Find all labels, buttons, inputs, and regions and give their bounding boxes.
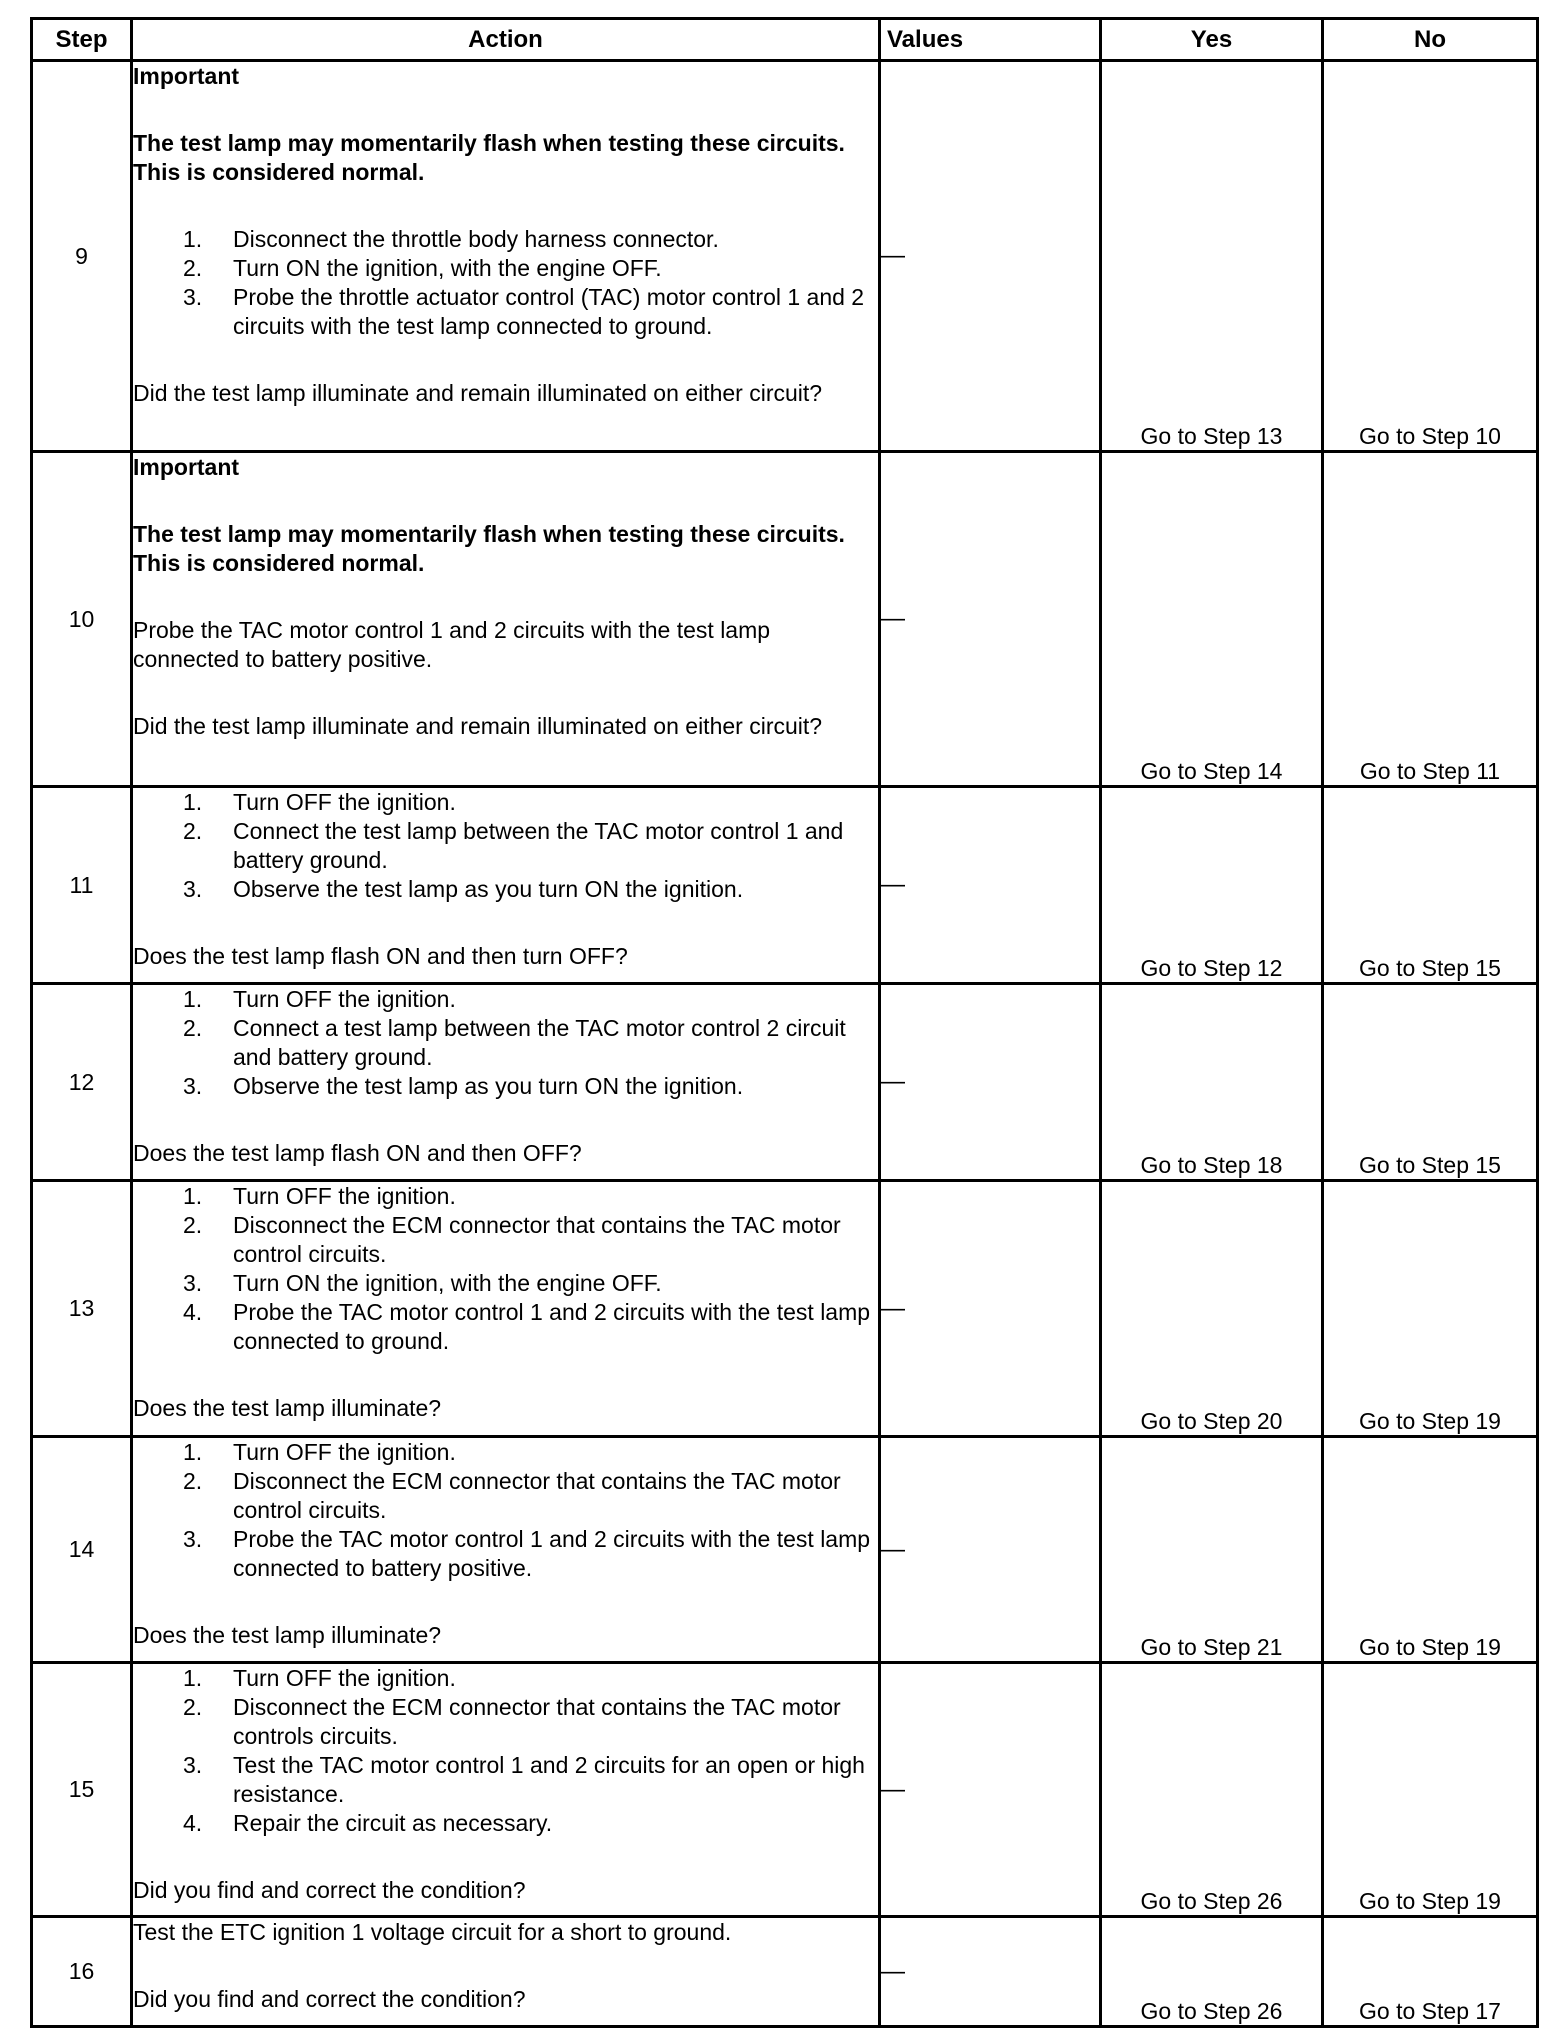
- no-cell: Go to Step 10: [1323, 61, 1538, 452]
- table-row: [32, 1663, 1538, 1917]
- no-cell: Go to Step 19: [1323, 1663, 1538, 1917]
- values-cell: —: [880, 984, 1101, 1181]
- important-label: Important: [133, 63, 240, 89]
- list-item: 1. Turn OFF the ignition.: [183, 986, 456, 1012]
- yes-cell: Go to Step 12: [1101, 787, 1323, 984]
- table-row: [32, 787, 1538, 984]
- action-question: Does the test lamp illuminate?: [133, 1395, 442, 1421]
- action-steps: [133, 985, 878, 1101]
- action-question: Does the test lamp flash ON and then turn OFF?: [133, 943, 628, 969]
- list-item: 3. Turn ON the ignition, with the engine OFF.: [183, 1270, 662, 1296]
- no-cell: Go to Step 17: [1323, 1917, 1538, 2027]
- important-label: Important: [133, 454, 240, 480]
- action-steps: [133, 1664, 878, 1838]
- list-item: 3. Probe the TAC motor control 1 and 2 circuits with the test lamp connected to battery positive.: [183, 1526, 871, 1581]
- step-number: 16: [32, 1917, 132, 2027]
- action-cell: [132, 61, 880, 452]
- values-cell: —: [880, 787, 1101, 984]
- action-cell: [132, 787, 880, 984]
- action-cell: [132, 1437, 880, 1663]
- yes-cell: Go to Step 18: [1101, 984, 1323, 1181]
- header-row: [32, 19, 1538, 61]
- step-number: 13: [32, 1181, 132, 1437]
- action-text: Probe the TAC motor control 1 and 2 circuits with the test lamp connected to battery positive.: [133, 617, 771, 672]
- action-steps: [133, 225, 878, 341]
- header-values: Values: [880, 19, 1101, 61]
- table-row: [32, 1917, 1538, 2027]
- action-question: Did you find and correct the condition?: [133, 1986, 526, 2012]
- values-cell: —: [880, 1663, 1101, 1917]
- action-cell: [132, 1663, 880, 1917]
- yes-cell: Go to Step 13: [1101, 61, 1323, 452]
- step-number: 10: [32, 452, 132, 787]
- no-cell: Go to Step 19: [1323, 1437, 1538, 1663]
- yes-cell: Go to Step 26: [1101, 1917, 1323, 2027]
- list-item: 2. Disconnect the ECM connector that contains the TAC motor control circuits.: [183, 1212, 841, 1267]
- action-question: Did the test lamp illuminate and remain illuminated on either circuit?: [133, 380, 823, 406]
- list-item: 3. Test the TAC motor control 1 and 2 circuits for an open or high resistance.: [183, 1752, 865, 1807]
- values-cell: —: [880, 452, 1101, 787]
- list-item: 2. Disconnect the ECM connector that contains the TAC motor control circuits.: [183, 1468, 841, 1523]
- values-cell: —: [880, 61, 1101, 452]
- action-steps: [133, 1182, 878, 1356]
- list-item: 4. Repair the circuit as necessary.: [183, 1810, 553, 1836]
- diagnostic-table: [30, 17, 1539, 2028]
- yes-cell: Go to Step 20: [1101, 1181, 1323, 1437]
- step-number: 11: [32, 787, 132, 984]
- no-cell: Go to Step 19: [1323, 1181, 1538, 1437]
- yes-cell: Go to Step 14: [1101, 452, 1323, 787]
- list-item: 1. Turn OFF the ignition.: [183, 789, 456, 815]
- important-note: The test lamp may momentarily flash when testing these circuits. This is considered normal.: [133, 130, 845, 185]
- table-row: [32, 61, 1538, 452]
- no-cell: Go to Step 15: [1323, 787, 1538, 984]
- step-number: 14: [32, 1437, 132, 1663]
- header-yes: Yes: [1101, 19, 1323, 61]
- table-row: [32, 452, 1538, 787]
- list-item: 2. Connect a test lamp between the TAC motor control 2 circuit and battery ground.: [183, 1015, 846, 1070]
- table-row: [32, 1181, 1538, 1437]
- list-item: 2. Disconnect the ECM connector that contains the TAC motor controls circuits.: [183, 1694, 841, 1749]
- list-item: 1. Turn OFF the ignition.: [183, 1665, 456, 1691]
- important-note: The test lamp may momentarily flash when testing these circuits. This is considered normal.: [133, 521, 845, 576]
- header-no: No: [1323, 19, 1538, 61]
- list-item: 1. Turn OFF the ignition.: [183, 1183, 456, 1209]
- list-item: 1. Turn OFF the ignition.: [183, 1439, 456, 1465]
- list-item: 2. Turn ON the ignition, with the engine OFF.: [183, 255, 662, 281]
- header-action: Action: [132, 19, 880, 61]
- no-cell: Go to Step 11: [1323, 452, 1538, 787]
- action-steps: [133, 788, 878, 904]
- action-text: Test the ETC ignition 1 voltage circuit for a short to ground.: [133, 1919, 732, 1945]
- table-row: [32, 1437, 1538, 1663]
- action-cell: [132, 1917, 880, 2027]
- action-steps: [133, 1438, 878, 1583]
- list-item: 1. Disconnect the throttle body harness connector.: [183, 226, 719, 252]
- action-question: Does the test lamp illuminate?: [133, 1622, 442, 1648]
- table-row: [32, 984, 1538, 1181]
- action-cell: [132, 452, 880, 787]
- list-item: 2. Connect the test lamp between the TAC motor control 1 and battery ground.: [183, 818, 844, 873]
- list-item: 3. Observe the test lamp as you turn ON the ignition.: [183, 1073, 744, 1099]
- action-question: Does the test lamp flash ON and then OFF?: [133, 1140, 582, 1166]
- yes-cell: Go to Step 26: [1101, 1663, 1323, 1917]
- step-number: 9: [32, 61, 132, 452]
- yes-cell: Go to Step 21: [1101, 1437, 1323, 1663]
- list-item: 3. Probe the throttle actuator control (TAC) motor control 1 and 2 circuits with the test lamp connected to ground.: [183, 284, 865, 339]
- list-item: 3. Observe the test lamp as you turn ON the ignition.: [183, 876, 744, 902]
- values-cell: —: [880, 1437, 1101, 1663]
- header-step: Step: [32, 19, 132, 61]
- action-cell: [132, 1181, 880, 1437]
- action-question: Did you find and correct the condition?: [133, 1877, 526, 1903]
- action-question: Did the test lamp illuminate and remain illuminated on either circuit?: [133, 713, 823, 739]
- values-cell: —: [880, 1917, 1101, 2027]
- no-cell: Go to Step 15: [1323, 984, 1538, 1181]
- list-item: 4. Probe the TAC motor control 1 and 2 circuits with the test lamp connected to ground.: [183, 1299, 871, 1354]
- step-number: 12: [32, 984, 132, 1181]
- step-number: 15: [32, 1663, 132, 1917]
- values-cell: —: [880, 1181, 1101, 1437]
- action-cell: [132, 984, 880, 1181]
